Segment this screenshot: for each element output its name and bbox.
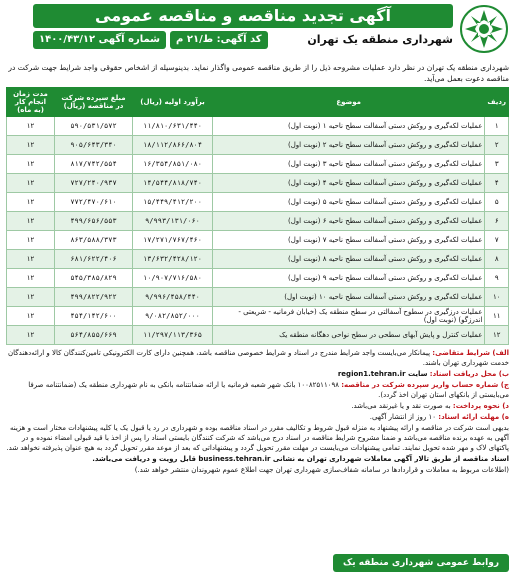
- intro-text: شهرداری منطقه یک تهران در نظر دارد عملیات مشروحه ذیل را از طریق مناقصه عمومی واگذار نماید. بدینوسیله از اشخاص حقوقی واجد شرایط جهت شرکت در مناقصه دعوت بعمل می‌آید.: [8, 63, 509, 83]
- row-duration: ۱۲: [7, 269, 55, 288]
- row-estimate: ۹/۹۹۶/۴۵۸/۴۴۰: [133, 288, 213, 307]
- header-row-number: ردیف: [485, 88, 509, 117]
- row-deposit: ۴۹۹/۸۲۲/۹۲۲: [55, 288, 133, 307]
- row-duration: ۱۲: [7, 155, 55, 174]
- tehran-municipality-logo-icon: [459, 4, 509, 54]
- row-estimate: ۱۶/۳۵۴/۸۵۱/۰۸۰: [133, 155, 213, 174]
- row-number: ۱۱: [485, 307, 509, 326]
- ad-code: کد آگهی: ط/۲۱ م: [170, 31, 268, 49]
- row-number: ۸: [485, 250, 509, 269]
- table-row: [7, 307, 509, 326]
- row-number: ۱۲: [485, 326, 509, 345]
- row-deposit: ۵۶۴/۸۵۵/۶۶۹: [55, 326, 133, 345]
- row-number: ۲: [485, 136, 509, 155]
- row-estimate: ۱۴/۵۴۴/۸۱۸/۷۴۰: [133, 174, 213, 193]
- row-estimate: ۱۱/۸۱۰/۶۳۱/۴۴۰: [133, 117, 213, 136]
- table-row: [7, 212, 509, 231]
- documents-site-link[interactable]: سایت region1.tehran.ir: [337, 370, 428, 378]
- row-estimate: ۱۷/۲۷۱/۷۶۷/۴۶۰: [133, 231, 213, 250]
- general-terms: بدیهی است شرکت در مناقصه و ارائه پیشنهاد به منزله قبول شروط و تکالیف مقرر در اسناد مناقصه بوده و شهرداری در رد یا قبول یک یا کلیه پیشنهادات مختار است و هزینه آگهی به عهده برنده مناقصه می‌باشد و ضمنا مشروح شرایط مناقصه در اسناد درج می‌باشد که شرکت کنندگان بایستی اسناد را پس از اخذ با قید قبولی امضاء نموده و در پاکتهای لاک و مهر شده تحویل نمایند. تمامی پیشنهادات می‌بایست در مهلت مقرر تحویل گردد و پیشنهاداتی که بعد از موعد مقرر تحویل گردد به هیچ عنوان پذیرفته نخواهد شد.: [6, 424, 509, 452]
- table-row: [7, 326, 509, 345]
- row-duration: ۱۲: [7, 136, 55, 155]
- row-estimate: ۱۱/۲۹۷/۱۱۳/۳۶۵: [133, 326, 213, 345]
- condition-d: د) نحوه پرداخت: به صورت نقد و یا غیرنقد می‌باشد.: [351, 402, 509, 410]
- condition-e: ه) مهلت ارائه اسناد: ۱۰ روز از انتشار آگهی.: [369, 413, 509, 421]
- row-duration: ۱۲: [7, 231, 55, 250]
- business-site-line: اسناد مناقصه از طریق تالار آگهی معاملات شهرداری تهران به نشانی business.tehran.ir قابل رویت و دریافت می‌باشد.: [92, 455, 509, 463]
- row-duration: ۱۲: [7, 250, 55, 269]
- row-estimate: ۱۸/۱۱۲/۸۶۶/۸۰۴: [133, 136, 213, 155]
- row-estimate: ۱۵/۴۴۹/۴۱۲/۲۰۰: [133, 193, 213, 212]
- table-body: [7, 117, 509, 345]
- row-number: ۹: [485, 269, 509, 288]
- header-duration: مدت زمان انجام کار (به ماه): [7, 88, 55, 117]
- row-estimate: ۹/۹۹۳/۱۳۱/۰۶۰: [133, 212, 213, 231]
- row-subject: عملیات لکه‌گیری و روکش دستی آسفالت سطح ناحیه ۷ (نوبت اول): [213, 231, 485, 250]
- row-number: ۷: [485, 231, 509, 250]
- row-subject: عملیات لکه‌گیری و روکش دستی آسفالت سطح ناحیه ۱۰ (نوبت اول): [213, 288, 485, 307]
- row-deposit: ۸۱۷/۷۴۲/۵۵۴: [55, 155, 133, 174]
- table-row: [7, 269, 509, 288]
- row-deposit: ۵۴۵/۳۸۵/۸۲۹: [55, 269, 133, 288]
- table-row: [7, 288, 509, 307]
- conditions: [6, 348, 509, 475]
- table-row: [7, 250, 509, 269]
- row-deposit: ۵۹۰/۵۳۱/۵۷۲: [55, 117, 133, 136]
- ad-number: شماره آگهی ۱۴۰۰/۴۳/۱۲: [33, 31, 166, 49]
- row-duration: ۱۲: [7, 212, 55, 231]
- row-estimate: ۱۰/۹۰۷/۷۱۶/۵۸۰: [133, 269, 213, 288]
- row-subject: عملیات لکه‌گیری و روکش دستی آسفالت سطح ناحیه ۹ (نوبت اول): [213, 269, 485, 288]
- row-subject: عملیات لکه‌گیری و روکش دستی آسفالت سطح ناحیه ۱ (نوبت اول): [213, 117, 485, 136]
- row-deposit: ۹۰۵/۶۴۳/۳۴۰: [55, 136, 133, 155]
- table-row: [7, 174, 509, 193]
- row-number: ۳: [485, 155, 509, 174]
- table-row: [7, 117, 509, 136]
- row-subject: عملیات درزگیری در سطوح آسفالتی در سطح منطقه یک (خیابان فرمانیه - شریعتی - اندرزگو) (نوبت اول): [213, 307, 485, 326]
- table-row: [7, 136, 509, 155]
- row-number: ۵: [485, 193, 509, 212]
- table-row: [7, 155, 509, 174]
- row-duration: ۱۲: [7, 288, 55, 307]
- row-subject: عملیات لکه‌گیری و روکش دستی آسفالت سطح ناحیه ۴ (نوبت اول): [213, 174, 485, 193]
- row-deposit: ۷۲۷/۲۴۰/۹۳۷: [55, 174, 133, 193]
- row-duration: ۱۲: [7, 193, 55, 212]
- row-number: ۴: [485, 174, 509, 193]
- table-header-row: [7, 88, 509, 117]
- header-estimate: برآورد اولیه (ریال): [133, 88, 213, 117]
- transparency-note: (اطلاعات مربوط به معاملات و قراردادها در سامانه شفاف‌سازی شهرداری تهران جهت اطلاع عموم شهروندان منتشر خواهد شد.): [134, 466, 509, 474]
- ad-meta: [33, 31, 453, 49]
- row-number: ۱۰: [485, 288, 509, 307]
- row-duration: ۱۲: [7, 307, 55, 326]
- row-subject: عملیات کنترل و پایش آبهای سطحی در سطح نواحی دهگانه منطقه یک: [213, 326, 485, 345]
- table-row: [7, 231, 509, 250]
- header-subject: موضوع: [213, 88, 485, 117]
- row-duration: ۱۲: [7, 326, 55, 345]
- row-subject: عملیات لکه‌گیری و روکش دستی آسفالت سطح ناحیه ۳ (نوبت اول): [213, 155, 485, 174]
- header-deposit: مبلغ سپرده شرکت در مناقصه (ریال): [55, 88, 133, 117]
- row-number: ۶: [485, 212, 509, 231]
- footer: [6, 554, 509, 572]
- row-deposit: ۷۷۲/۴۷۰/۶۱۰: [55, 193, 133, 212]
- row-duration: ۱۲: [7, 117, 55, 136]
- row-estimate: ۱۳/۶۳۲/۴۲۸/۱۲۰: [133, 250, 213, 269]
- row-subject: عملیات لکه‌گیری و روکش دستی آسفالت سطح ناحیه ۸ (نوبت اول): [213, 250, 485, 269]
- row-subject: عملیات لکه‌گیری و روکش دستی آسفالت سطح ناحیه ۲ (نوبت اول): [213, 136, 485, 155]
- row-deposit: ۴۵۴/۱۴۲/۶۰۰: [55, 307, 133, 326]
- table-row: [7, 193, 509, 212]
- row-duration: ۱۲: [7, 174, 55, 193]
- tender-table: [6, 87, 509, 345]
- row-deposit: ۶۸۱/۶۲۲/۴۰۶: [55, 250, 133, 269]
- organization-name: شهرداری منطقه یک تهران: [307, 33, 453, 46]
- row-number: ۱: [485, 117, 509, 136]
- row-subject: عملیات لکه‌گیری و روکش دستی آسفالت سطح ناحیه ۶ (نوبت اول): [213, 212, 485, 231]
- header: [6, 4, 509, 60]
- public-relations-label: روابط عمومی شهرداری منطقه یک: [333, 554, 509, 572]
- ad-title: آگهی تجدید مناقصه و مناقصه عمومی: [33, 4, 453, 28]
- condition-b: ب) محل دریافت اسناد: سایت region1.tehran.ir: [337, 370, 509, 378]
- row-estimate: ۹/۰۸۲/۸۵۲/۰۰۰: [133, 307, 213, 326]
- row-deposit: ۸۶۳/۵۸۸/۳۷۳: [55, 231, 133, 250]
- condition-a: الف) شرایط متقاضی: پیمانکار می‌بایست واجد شرایط مندرج در اسناد و شرایط خصوصی مناقصه باشد، همچنین دارای کارت الکترونیکی تامین‌کنندگان کالا و ارائه‌دهندگان خدمت شهرداری تهران باشند.: [8, 349, 509, 367]
- row-deposit: ۴۹۹/۶۵۶/۵۵۳: [55, 212, 133, 231]
- row-subject: عملیات لکه‌گیری و روکش دستی آسفالت سطح ناحیه ۵ (نوبت اول): [213, 193, 485, 212]
- condition-c: ج) شماره حساب واریز سپرده شرکت در مناقصه: ۱۰۰۸۲۵۱۱۰۹۸ بانک شهر شعبه فرمانیه یا ارائه ضمانتنامه بانکی به نام شهرداری منطقه یک (ضمانتنامه صرفا می‌بایستی از بانکهای استان تهران اخذ گردد).: [28, 381, 509, 399]
